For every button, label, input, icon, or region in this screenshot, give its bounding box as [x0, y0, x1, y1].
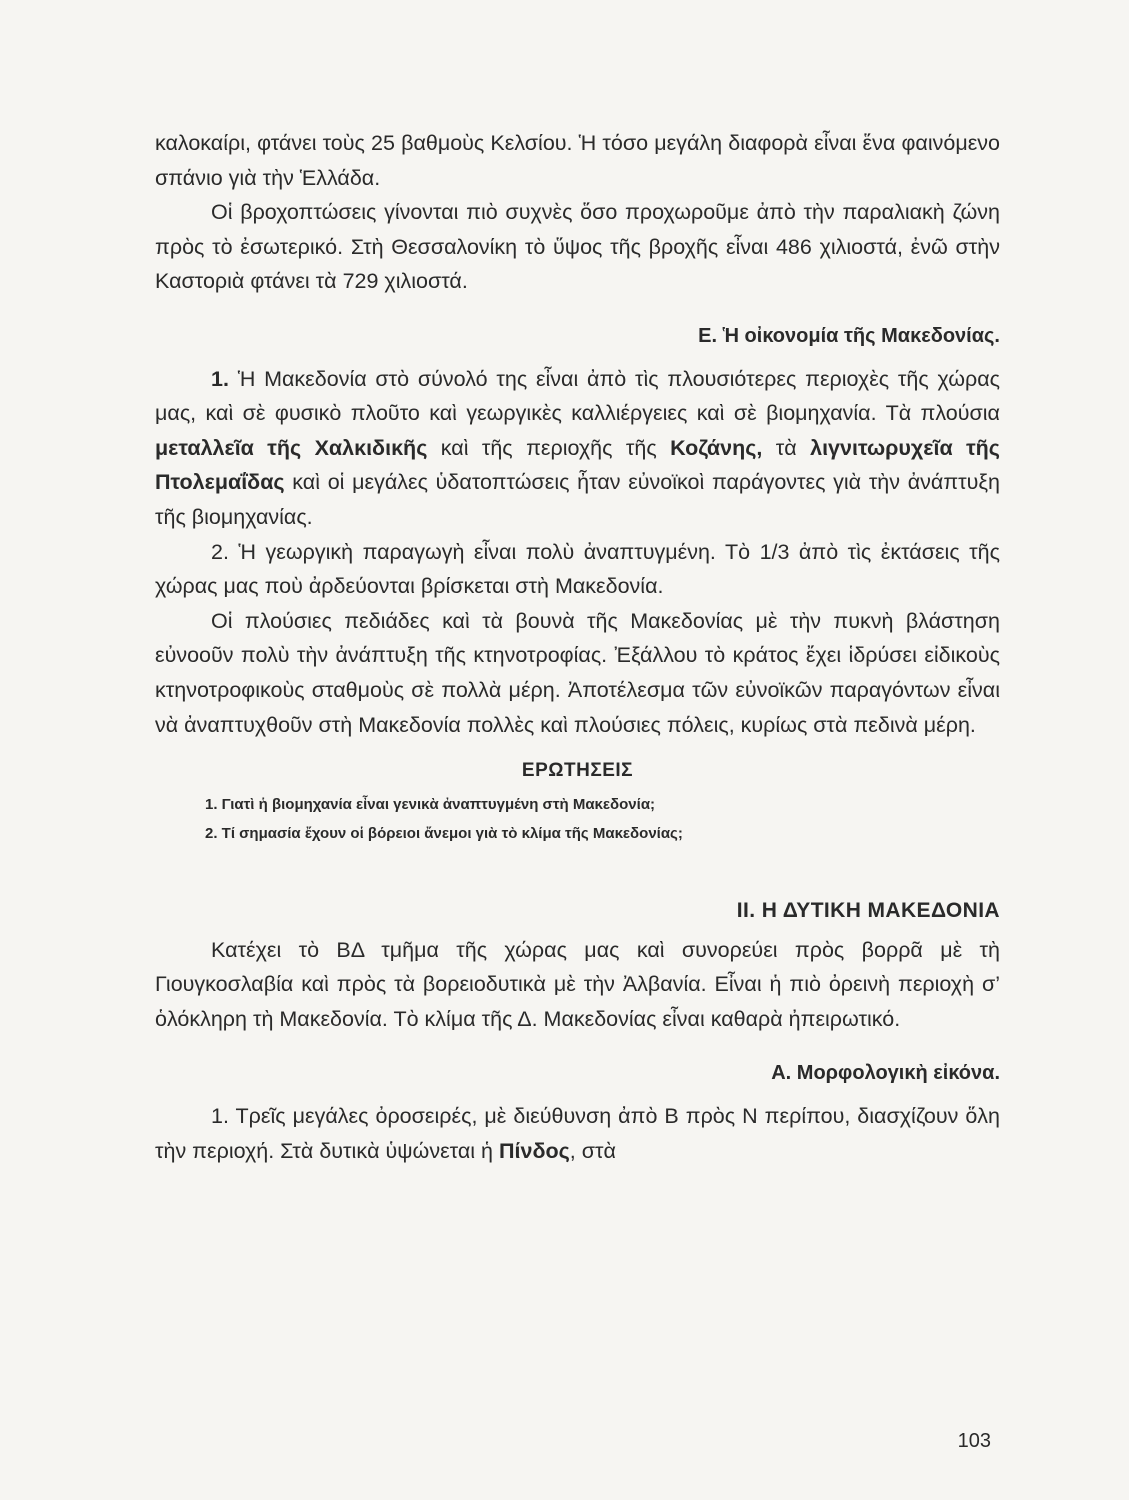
morphology-heading: Α. Μορφολογικὴ εἰκόνα.: [771, 1062, 1000, 1085]
page-number: 103: [957, 1430, 991, 1452]
question-item: 2. Τί σημασία ἔχουν οἱ βόρειοι ἄνεμοι γιὰ τὸ κλίμα τῆς Μακεδονίας;: [205, 825, 683, 843]
text-run: , στὰ: [569, 1138, 616, 1163]
text-run: καὶ οἱ μεγάλες ὑδατοπτώσεις ἦταν εὐνοϊκοὶ παράγοντες γιὰ τὴν ἀνάπτυξη τῆς βιομηχανίας.: [155, 470, 1000, 529]
questions-title: ΕΡΩΤΗΣΕΙΣ: [521, 760, 634, 782]
bold-term-pindos: Πίνδος: [498, 1138, 570, 1163]
questions-list: [205, 790, 1000, 848]
bold-term-ptolemaida-lignite: λιγνιτωρυχεῖα τῆς Πτολεμαΐδας: [155, 435, 1000, 495]
bold-term-halkidiki-mines: μεταλλεῖα τῆς Χαλκιδικῆς: [155, 435, 428, 460]
paragraph-number: 1.: [211, 1104, 229, 1129]
economy-heading: Ε. Ἡ οἰκονομία τῆς Μακεδονίας.: [698, 324, 1000, 347]
economy-paragraph-2: 2. Ἡ γεωργικὴ παραγωγὴ εἶναι πολὺ ἀναπτυγμένη. Τὸ 1/3 ἀπὸ τὶς ἐκτάσεις τῆς χώρας μας ποὺ ἀρδεύονται βρίσκεται στὴ Μακεδονία.: [155, 539, 1000, 599]
page-body: [155, 126, 1000, 1168]
intro-paragraph-1: καλοκαίρι, φτάνει τοὺς 25 βαθμοὺς Κελσίου. Ἡ τόσο μεγάλη διαφορὰ εἶναι ἕνα φαινόμενο σπάνιο γιὰ τὴν Ἑλλάδα.: [155, 131, 1000, 190]
bold-term-kozani: Κοζάνης,: [670, 435, 763, 460]
section-title-west-macedonia: ΙΙ. Η ΔΥΤΙΚΗ ΜΑΚΕΔΟΝΙΑ: [736, 899, 1000, 923]
economy-paragraph-3: Οἱ πλούσιες πεδιάδες καὶ τὰ βουνὰ τῆς Μακεδονίας μὲ τὴν πυκνὴ βλάστηση εὐνοοῦν πολὺ τὴν ἀνάπτυξη τῆς κτηνοτροφίας. Ἐξάλλου τὸ κράτος ἔχει ἱδρύσει εἰδικοὺς κτηνοτροφικοὺς σταθμοὺς σὲ πολλὰ μέρη. Ἀποτέλεσμα τῶν εὐνοϊκῶν παραγόντων εἶναι νὰ ἀναπτυχθοῦν στὴ Μακεδονία πολλὲς καὶ πλούσιες πόλεις, κυρίως στὰ πεδινὰ μέρη.: [155, 608, 1000, 737]
economy-paragraph-1: [155, 362, 1000, 535]
paragraph-number: 1.: [211, 366, 229, 391]
text-run: καὶ τῆς περιοχῆς τῆς: [427, 435, 671, 460]
text-run: Τρεῖς μεγάλες ὀροσειρές, μὲ διεύθυνση ἀπὸ Β πρὸς Ν περίπου, διασχίζουν ὅλη τὴν περιοχή. Στὰ δυτικὰ ὑψώνεται ἡ: [155, 1104, 1000, 1163]
question-item: 1. Γιατὶ ἡ βιομηχανία εἶναι γενικὰ ἀναπτυγμένη στὴ Μακεδονία;: [205, 796, 656, 814]
west-paragraph-1: Κατέχει τὸ ΒΔ τμῆμα τῆς χώρας μας καὶ συνορεύει πρὸς βορρᾶ μὲ τὴ Γιουγκοσλαβία καὶ πρὸς τὰ βορειοδυτικὰ μὲ τὴν Ἀλβανία. Εἶναι ἡ πιὸ ὀρεινὴ περιοχὴ σ’ ὁλόκληρη τὴ Μακεδονία. Τὸ κλίμα τῆς Δ. Μακεδονίας εἶναι καθαρὰ ἠπειρωτικό.: [155, 937, 1000, 1031]
text-run: τὰ: [762, 435, 811, 460]
text-run: Ἡ Μακεδονία στὸ σύνολό της εἶναι ἀπὸ τὶς πλουσιότερες περιοχὲς τῆς χώρας μας, καὶ σὲ φυσικὸ πλοῦτο καὶ γεωργικὲς καλλιέργειες καὶ σὲ βιομηχανία. Τὰ πλούσια: [155, 366, 1000, 426]
intro-paragraph-2: Οἱ βροχοπτώσεις γίνονται πιὸ συχνὲς ὅσο προχωροῦμε ἀπὸ τὴν παραλιακὴ ζώνη πρὸς τὸ ἐσωτερικό. Στὴ Θεσσαλονίκη τὸ ὕψος τῆς βροχῆς εἶναι 486 χιλιοστά, ἐνῶ στὴν Καστοριὰ φτάνει τὰ 729 χιλιοστά.: [155, 200, 1000, 294]
west-paragraph-2: [155, 1099, 1000, 1168]
